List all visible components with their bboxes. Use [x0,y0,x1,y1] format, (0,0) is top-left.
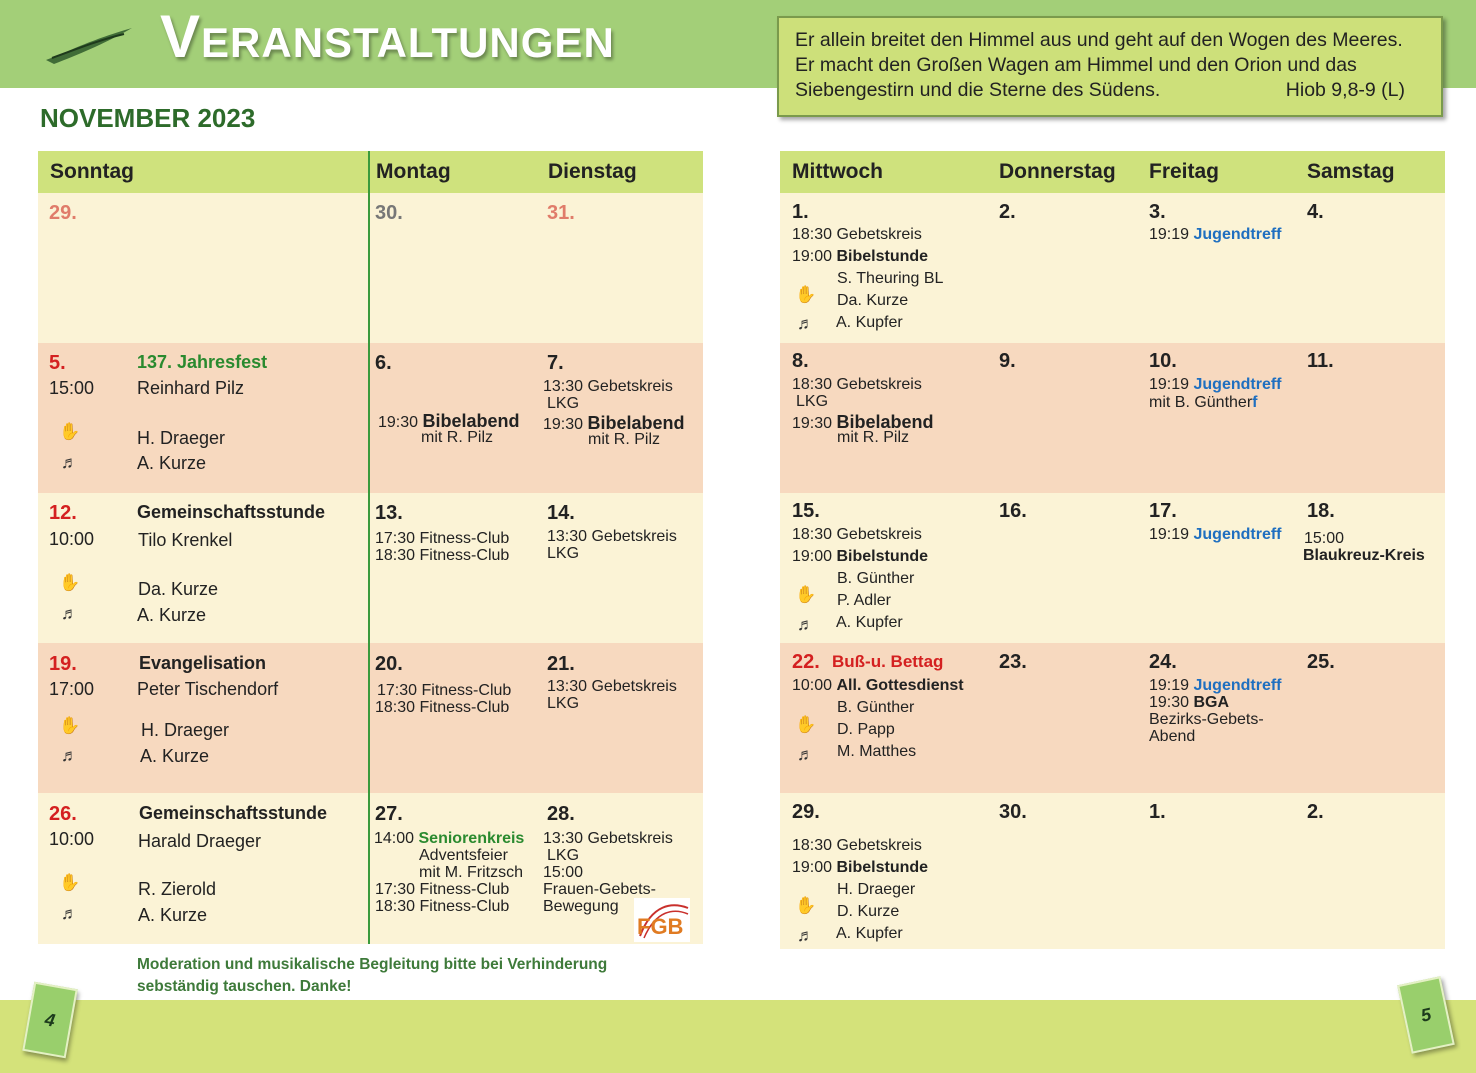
day-number: 20. [375,653,403,675]
day-number: 16. [999,500,1027,522]
event-sub: Abend [1149,728,1196,745]
event-line: Bewegung [543,898,619,915]
event-time: 10:00 [49,529,95,549]
day-number: 22. [792,651,820,673]
day-number: 6. [375,352,392,374]
day-number: 4. [1307,201,1324,223]
footer-note-line: Moderation und musikalische Begleitung bitte bei Verhinderung [137,956,608,973]
music-name: A. Kupfer [836,925,903,942]
event-line: 19:00 Bibelstunde [792,248,929,265]
moderation-name: H. Draeger [137,428,226,448]
weekday-wednesday: Mittwoch [792,160,883,183]
day-number: 28. [547,803,575,825]
speaker-name: Harald Draeger [138,831,262,851]
event-line: LKG [547,545,580,562]
event-time: 10:00 [49,829,95,849]
event-title: 137. Jahresfest [137,352,268,372]
music-name: A. Kurze [137,453,207,473]
speaker-name: Reinhard Pilz [137,378,245,398]
event-line: 18:30 Gebetskreis [792,526,922,543]
day-number: 24. [1149,651,1177,673]
event-line: 19:19 Jugendtreff [1149,677,1282,694]
hand-icon: ✋ [795,715,817,734]
music-name: A. Kurze [138,905,208,925]
event-sub: mit R. Pilz [588,431,660,448]
verse-line: Er allein breitet den Himmel aus und geht auf den Wogen des Meeres. [795,29,1403,51]
event-line: 19:19 Jugendtreff [1149,226,1282,243]
music-note-icon: ♬ [797,745,814,764]
day-number: 1. [1149,801,1166,823]
day-number: 29. [49,202,77,224]
event-line: 17:30 Fitness-Club [375,881,510,898]
event-line: 19:30 BGA [1149,694,1230,711]
weekday-thursday: Donnerstag [999,160,1116,183]
music-note-icon: ♬ [61,453,78,472]
weekday-tuesday: Dienstag [548,160,637,183]
moderation-name: Da. Kurze [138,579,219,599]
weekday-monday: Montag [376,160,451,183]
week-row [38,193,703,343]
day-number: 14. [547,502,575,524]
music-note-icon: ♬ [61,746,78,765]
event-line: 18:30 Fitness-Club [375,547,510,564]
svg-text:FGB: FGB [637,914,684,939]
day-number: 26. [49,803,77,825]
day-number: 23. [999,651,1027,673]
verse-line: Siebengestirn und die Sterne des Südens. [795,79,1161,101]
hand-icon: ✋ [59,573,81,592]
moderation-name: H. Draeger [141,720,230,740]
verse-line: Er macht den Großen Wagen am Himmel und den Orion und das [795,54,1357,76]
event-line: 18:30 Gebetskreis [792,226,922,243]
day-number: 21. [547,653,575,675]
moderation-name: P. Adler [837,592,891,609]
event-sub: mit R. Pilz [421,429,493,446]
day-number: 9. [999,350,1016,372]
music-note-icon: ♬ [61,604,78,623]
moderation-name: R. Zierold [138,879,217,899]
day-number: 5. [49,352,66,374]
page-number-right: 5 [1397,976,1455,1054]
brush-stroke-logo [44,24,136,66]
column-divider [368,151,370,944]
page-number-left: 4 [22,982,77,1059]
day-number: 29. [792,801,820,823]
music-note-icon: ♬ [61,904,78,923]
event-time: 15:00 [49,378,95,398]
event-line: 18:30 Fitness-Club [375,898,510,915]
event-line: 13:30 Gebetskreis [547,528,677,545]
day-number: 25. [1307,651,1335,673]
music-note-icon: ♬ [797,615,814,634]
day-number: 31. [547,202,575,224]
speaker-name: Peter Tischendorf [137,679,279,699]
event-line: 19:00 Bibelstunde [792,859,929,876]
event-sub: Bezirks-Gebets- [1149,711,1264,728]
weekday-saturday: Samstag [1307,160,1395,183]
day-number: 2. [1307,801,1324,823]
day-number: 18. [1307,500,1335,522]
event-sub: mit R. Pilz [837,429,909,446]
hand-icon: ✋ [795,585,817,604]
day-number: 7. [547,352,564,374]
music-note-icon: ♬ [797,926,814,945]
moderation-name: D. Papp [837,721,895,738]
day-number: 30. [375,202,403,224]
event-line: LKG [547,847,580,864]
music-name: A. Kurze [137,605,207,625]
event-line: 19:19 Jugendtreff [1149,526,1282,543]
event-line: 13:30 Gebetskreis [543,830,673,847]
music-note-icon: ♬ [797,314,814,333]
event-line: 14:00 Seniorenkreis [374,830,525,847]
moderation-name: D. Kurze [837,903,900,920]
verse-reference: Hiob 9,8-9 (L) [1285,79,1405,101]
hand-icon: ✋ [795,896,817,915]
moderation-name: Da. Kurze [837,292,909,309]
fgb-logo [634,898,690,942]
event-title: Buß-u. Bettag [832,652,944,671]
day-number: 13. [375,502,403,524]
music-name: A. Kupfer [836,614,903,631]
event-line: 18:30 Gebetskreis [792,837,922,854]
day-number: 27. [375,803,403,825]
event-line: 10:00 All. Gottesdienst [792,677,964,694]
event-line: LKG [547,695,580,712]
music-name: A. Kurze [140,746,210,766]
event-title: Gemeinschaftsstunde [137,502,326,522]
event-line: LKG [547,395,580,412]
hand-icon: ✋ [795,285,817,304]
day-number: 1. [792,201,809,223]
footer-note [137,954,607,998]
day-number: 30. [999,801,1027,823]
event-title: Blaukreuz-Kreis [1303,547,1425,564]
event-line: 18:30 Gebetskreis [792,376,922,393]
hand-icon: ✋ [59,716,81,735]
month-title: NOVEMBER 2023 [40,103,256,133]
day-number: 2. [999,201,1016,223]
day-number: 3. [1149,201,1166,223]
hand-icon: ✋ [59,422,81,441]
day-number: 15. [792,500,820,522]
hand-icon: ✋ [59,873,81,892]
leader-name: S. Theuring BL [837,270,944,287]
day-number: 12. [49,502,77,524]
event-line: 19:19 Jugendtreff [1149,376,1282,393]
event-sub: mit M. Fritzsch [419,864,523,881]
music-name: A. Kupfer [836,314,903,331]
weekday-friday: Freitag [1149,160,1220,183]
event-line: 18:30 Fitness-Club [375,699,510,716]
day-number: 19. [49,653,77,675]
day-number: 10. [1149,350,1177,372]
event-time: 17:00 [49,679,95,699]
footer-band [0,1000,1476,1073]
event-title: Evangelisation [139,653,267,673]
event-line: 13:30 Gebetskreis [543,378,673,395]
leader-name: B. Günther [837,570,915,587]
event-time: 15:00 [1304,530,1345,547]
day-number: 17. [1149,500,1177,522]
page-title: Veranstaltungen [160,3,615,70]
leader-name: H. Draeger [837,881,916,898]
footer-note-line: sebständig tauschen. Danke! [137,978,352,995]
weekday-sunday: Sonntag [50,160,134,183]
leader-name: B. Günther [837,699,915,716]
day-number: 8. [792,350,809,372]
event-line: Frauen-Gebets- [543,881,656,898]
event-line: 19:00 Bibelstunde [792,548,929,565]
event-line: LKG [796,393,829,410]
event-line: 13:30 Gebetskreis [547,678,677,695]
event-line: 17:30 Fitness-Club [375,530,510,547]
event-line: 15:00 [543,864,584,881]
event-line: 17:30 Fitness-Club [377,682,512,699]
event-line: 19:30 Bibelabend [543,413,685,433]
event-title: Gemeinschaftsstunde [139,803,328,823]
music-name: M. Matthes [837,743,917,760]
event-line: 19:30 Bibelabend [378,411,520,431]
bible-verse-box [777,16,1443,117]
event-sub: mit B. Güntherf [1149,394,1258,411]
week-row [38,643,703,793]
event-sub: Adventsfeier [419,847,508,864]
day-number: 11. [1307,350,1334,372]
speaker-name: Tilo Krenkel [138,530,233,550]
event-line: 19:30 Bibelabend [792,412,934,432]
